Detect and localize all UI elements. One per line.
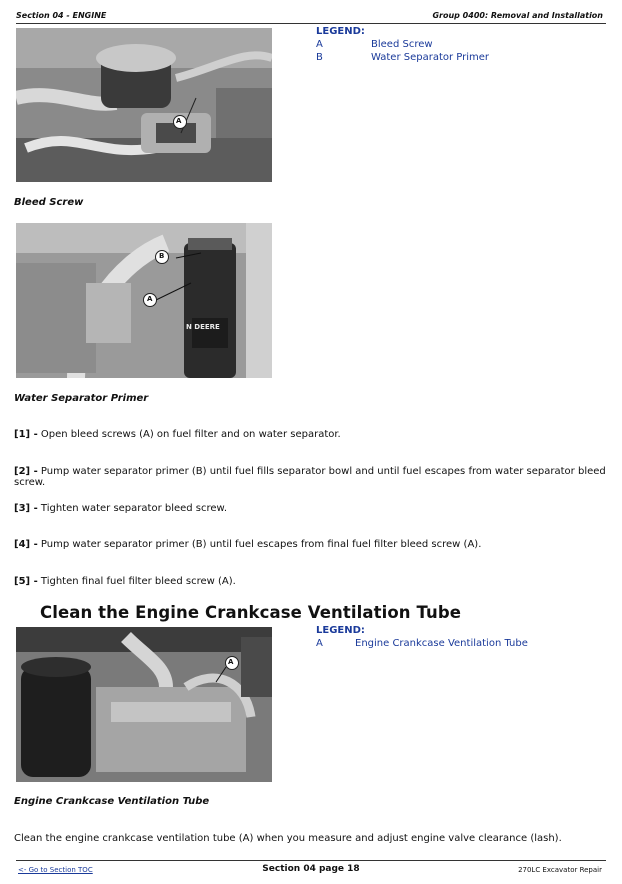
figure-caption-bleed-screw: Bleed Screw <box>14 197 84 208</box>
header-divider <box>16 23 606 24</box>
step-4 <box>14 539 481 550</box>
legend-key: B <box>316 52 323 63</box>
header-section-label: Section 04 - ENGINE <box>16 11 107 20</box>
step-number: [2] - <box>14 466 38 477</box>
legend-label: Engine Crankcase Ventilation Tube <box>355 638 528 649</box>
legend-title: LEGEND: <box>316 625 365 636</box>
step-1 <box>14 429 341 440</box>
step-3 <box>14 503 227 514</box>
figure-caption-crankcase: Engine Crankcase Ventilation Tube <box>14 796 210 807</box>
manual-title: 270LC Excavator Repair <box>518 866 602 874</box>
step-number: [4] - <box>14 539 38 550</box>
callout-a-fig1: A <box>176 117 182 125</box>
callout-a-fig2: A <box>147 295 153 303</box>
legend-item <box>316 637 528 650</box>
legend-label: Water Separator Primer <box>371 52 490 63</box>
legend-title: LEGEND: <box>316 26 365 37</box>
step-number: [1] - <box>14 429 38 440</box>
header-group-label: Group 0400: Removal and Installation <box>432 11 603 20</box>
step-text: Tighten water separator bleed screw. <box>40 503 228 514</box>
crankcase-instruction: Clean the engine crankcase ventilation tube (A) when you measure and adjust engine valve clearance (lash). <box>14 833 562 844</box>
section-title: Clean the Engine Crankcase Ventilation Tube <box>40 603 462 622</box>
legend-label: Bleed Screw <box>371 39 433 50</box>
legend-item <box>316 38 489 51</box>
step-5 <box>14 576 236 587</box>
legend-key: A <box>316 638 323 649</box>
legend-bleed <box>316 25 489 64</box>
legend-key: A <box>316 39 323 50</box>
filter-decal-text: N DEERE <box>186 323 220 331</box>
callout-a-fig3: A <box>228 658 234 666</box>
step-text: Tighten final fuel filter bleed screw (A). <box>40 576 236 587</box>
step-number: [3] - <box>14 503 38 514</box>
step-text: Pump water separator primer (B) until fuel escapes from final fuel filter bleed screw (A). <box>40 539 482 550</box>
figure-caption-water-separator: Water Separator Primer <box>14 393 149 404</box>
step-2 <box>14 466 622 488</box>
legend-crankcase <box>316 624 528 650</box>
step-text: Pump water separator primer (B) until fuel fills separator bowl and until fuel escapes from water separator bleed screw. <box>14 466 606 488</box>
callout-b-fig2: B <box>159 252 165 260</box>
footer-divider <box>16 860 606 861</box>
go-to-section-toc-link[interactable]: <- Go to Section TOC <box>18 866 93 874</box>
water-separator-photo <box>16 223 272 378</box>
legend-item <box>316 51 489 64</box>
crankcase-photo <box>16 627 272 782</box>
bleed-screw-photo <box>16 28 272 182</box>
step-number: [5] - <box>14 576 38 587</box>
page-number: Section 04 page 18 <box>262 864 360 874</box>
step-text: Open bleed screws (A) on fuel filter and on water separator. <box>40 429 341 440</box>
